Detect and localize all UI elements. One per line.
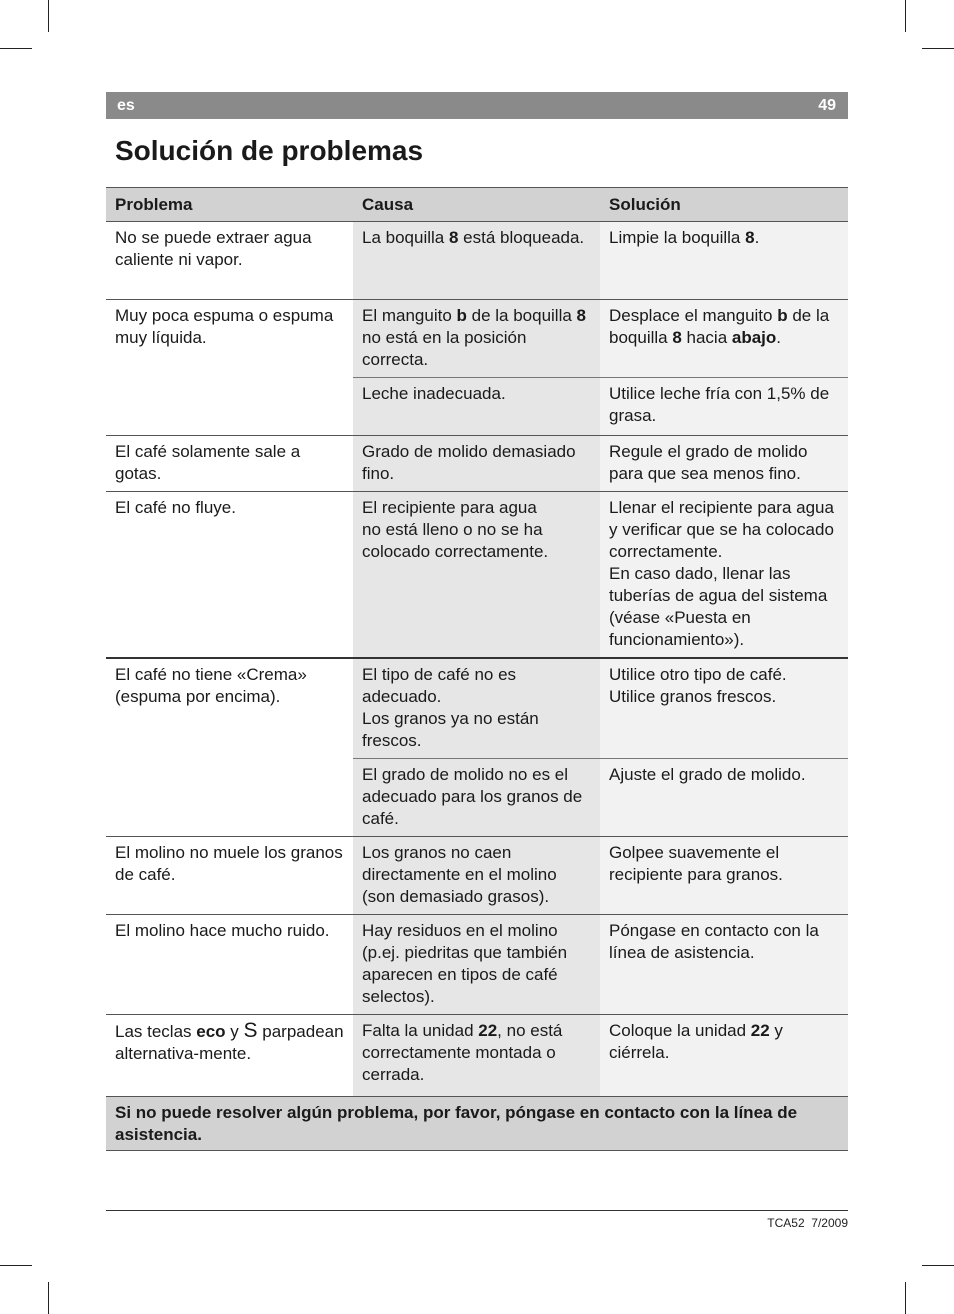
crop-mark — [0, 48, 32, 49]
strength-key-symbol: S — [243, 1019, 258, 1042]
column-header-cause: Causa — [353, 188, 600, 222]
problem-cell: Muy poca espuma o espuma muy líquida. — [106, 300, 353, 436]
solution-cell: Regule el grado de molido para que sea menos fino. — [600, 436, 848, 492]
problem-cell: El café no fluye. — [106, 492, 353, 659]
crop-mark — [922, 48, 954, 49]
problem-cell: Las teclas eco y S parpadean alternativa-mente. — [106, 1015, 353, 1097]
solution-cell: Golpee suavemente el recipiente para granos. — [600, 837, 848, 915]
crop-mark — [0, 1265, 32, 1266]
problem-cell: El café solamente sale a gotas. — [106, 436, 353, 492]
problem-cell: No se puede extraer agua caliente ni vapor. — [106, 222, 353, 300]
column-header-solution: Solución — [600, 188, 848, 222]
cause-cell: El grado de molido no es el adecuado para los granos de café. — [353, 759, 600, 837]
table-row — [106, 1015, 848, 1097]
solution-cell: Utilice otro tipo de café. Utilice granos frescos. — [600, 658, 848, 759]
solution-cell: Ajuste el grado de molido. — [600, 759, 848, 837]
footer-note: Si no puede resolver algún problema, por favor, póngase en contacto con la línea de asistencia. — [106, 1097, 848, 1151]
table-row — [106, 837, 848, 915]
page-number: 49 — [818, 97, 836, 114]
cause-cell: Los granos no caen directamente en el molino (son demasiado grasos). — [353, 837, 600, 915]
cause-cell: Leche inadecuada. — [353, 378, 600, 436]
cause-cell: Hay residuos en el molino (p.ej. piedritas que también aparecen en tipos de café selectos). — [353, 915, 600, 1015]
crop-mark — [905, 1282, 906, 1314]
solution-cell: Llenar el recipiente para agua y verificar que se ha colocado correctamente. En caso dado, llenar las tuberías de agua del sistema (véase «Puesta en funcionamiento»). — [600, 492, 848, 659]
cause-cell: El recipiente para agua no está lleno o no se ha colocado correctamente. — [353, 492, 600, 659]
solution-cell: Limpie la boquilla 8. — [600, 222, 848, 300]
crop-mark — [48, 0, 49, 32]
table-row — [106, 222, 848, 300]
table-row — [106, 658, 848, 759]
crop-mark — [922, 1265, 954, 1266]
solution-cell: Póngase en contacto con la línea de asistencia. — [600, 915, 848, 1015]
table-header-row — [106, 188, 848, 222]
solution-cell: Utilice leche fría con 1,5% de grasa. — [600, 378, 848, 436]
crop-mark — [48, 1282, 49, 1314]
cause-cell: El manguito b de la boquilla 8 no está en la posición correcta. — [353, 300, 600, 378]
problem-cell: El café no tiene «Crema» (espuma por encima). — [106, 658, 353, 837]
crop-mark — [905, 0, 906, 32]
solution-cell: Desplace el manguito b de la boquilla 8 hacia abajo. — [600, 300, 848, 378]
document-footer — [767, 1216, 848, 1230]
page-header — [106, 92, 848, 119]
table-footer-row — [106, 1097, 848, 1151]
language-code: es — [117, 97, 135, 114]
troubleshooting-table — [106, 187, 848, 1151]
table-row — [106, 300, 848, 378]
cause-cell: El tipo de café no es adecuado. Los granos ya no están frescos. — [353, 658, 600, 759]
footer-divider — [106, 1210, 848, 1211]
cause-cell: La boquilla 8 está bloqueada. — [353, 222, 600, 300]
model-code: TCA52 — [767, 1216, 805, 1230]
cause-cell: Falta la unidad 22, no está correctamente montada o cerrada. — [353, 1015, 600, 1097]
page-title: Solución de problemas — [115, 135, 424, 166]
edition-date: 7/2009 — [811, 1216, 848, 1230]
table-row — [106, 436, 848, 492]
column-header-problem: Problema — [106, 188, 353, 222]
table-row — [106, 915, 848, 1015]
problem-cell: El molino no muele los granos de café. — [106, 837, 353, 915]
problem-cell: El molino hace mucho ruido. — [106, 915, 353, 1015]
cause-cell: Grado de molido demasiado fino. — [353, 436, 600, 492]
table-row — [106, 492, 848, 659]
solution-cell: Coloque la unidad 22 y ciérrela. — [600, 1015, 848, 1097]
